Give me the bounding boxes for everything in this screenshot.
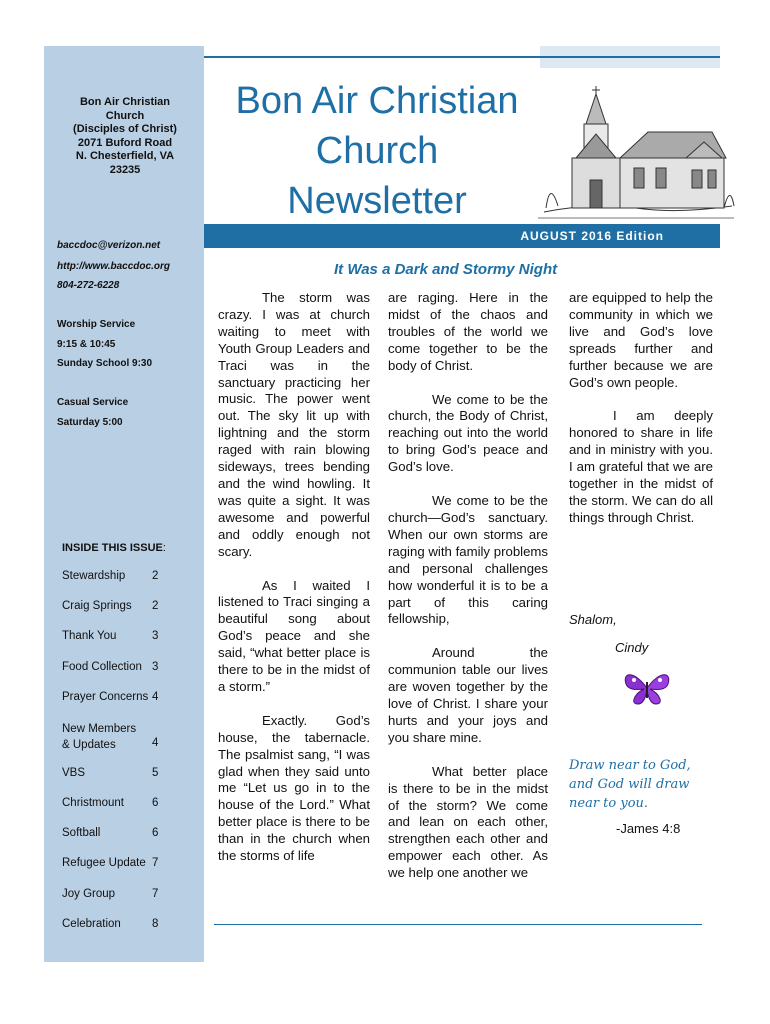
toc-item-name: Refugee Update (62, 857, 146, 869)
address-line: Church (105, 109, 145, 122)
toc-item-name: Celebration (62, 918, 121, 930)
address-line: 2071 Buford Road (77, 136, 173, 149)
church-illustration (536, 84, 736, 224)
toc-item-name: VBS (62, 767, 86, 779)
paragraph: I am deeply honored to share in life and in ministry with you. I am grateful that we are together in the midst of the storm. We can do all things through Christ. (569, 408, 713, 525)
newsletter-title (212, 76, 542, 226)
paragraph: are raging. Here in the midst of the chaos and troubles of the world we come together to be the body of Christ. (388, 290, 548, 373)
toc-item-name (62, 721, 136, 753)
paragraph: are equipped to help the community in which we live and God’s love spreads further and further because we are God’s own people. (569, 290, 713, 390)
toc-item-name: Joy Group (62, 888, 116, 900)
address-line: N. Chesterfield, VA (75, 150, 175, 162)
title-line: Bon Air Christian (235, 80, 519, 122)
scripture-verse: Draw near to God, and God will draw near to you. (569, 758, 691, 811)
website-link[interactable]: http://www.baccdoc.org (57, 261, 170, 272)
address-line: 23235 (109, 163, 141, 176)
sidebar-panel (44, 46, 204, 962)
footer-rule (214, 924, 702, 925)
toc-item-name: Softball (62, 827, 101, 839)
header-rule (204, 56, 720, 58)
paragraph: The storm was crazy. I was at church waiting to meet with Youth Group Leaders and Traci was in the sanctuary practicing her music. The power went out. The sky lit up with lightning and the storm raged with rain blowing sideways, trees bending and the wind howling. It was quite a sight. It was awesome and powerful and oddly enough not scary. (218, 290, 370, 559)
address-line: Bon Air Christian (79, 96, 171, 108)
verse-reference: -James 4:8 (616, 821, 681, 836)
title-line: Newsletter (287, 180, 467, 222)
toc-item-page: 4 (152, 691, 159, 703)
paragraph: Exactly. God’s house, the tabernacle. The psalmist sang, “I was glad when they said unto me “Let us go in to the house of the Lord.” What better place is there to be than in the church when the storms of life (218, 712, 370, 864)
article-column-3 (569, 290, 713, 527)
paragraph: We come to be the church, the Body of Christ, reaching out into the world to bring God’s peace and God’s love. (388, 391, 548, 475)
sunday-school: Sunday School 9:30 (57, 358, 153, 369)
address-line: (Disciples of Christ) (73, 123, 177, 135)
worship-label: Worship Service (57, 319, 136, 330)
toc-item-page: 3 (152, 630, 159, 642)
toc-item-page: 2 (152, 600, 159, 612)
article-column-1 (218, 290, 370, 865)
toc-item-name-line: New Members (62, 723, 137, 735)
paragraph: Around the communion table our lives are woven together by the love of Christ. I share your hurts and your joys and you share mine. (388, 645, 548, 745)
worship-times: 9:15 & 10:45 (57, 339, 116, 350)
signature: Cindy (615, 640, 649, 655)
church-address (54, 96, 196, 177)
toc-item-page: 6 (152, 797, 159, 809)
casual-time: Saturday 5:00 (57, 417, 123, 428)
phone-number: 804-272-6228 (57, 280, 120, 291)
toc-item-name: Food Collection (62, 661, 142, 673)
toc-item-page: 6 (152, 827, 159, 839)
toc-item-name-line: & Updates (62, 739, 116, 751)
toc-item-page: 8 (152, 918, 159, 930)
article-column-2 (388, 290, 548, 882)
butterfly-icon (620, 668, 674, 708)
title-line: Church (315, 130, 439, 172)
casual-label: Casual Service (57, 397, 129, 408)
article-title: It Was a Dark and Stormy Night (334, 261, 558, 278)
email-link[interactable]: baccdoc@verizon.net (57, 240, 161, 251)
toc-item-page: 7 (152, 888, 159, 900)
toc-item-name: Craig Springs (62, 600, 132, 612)
toc-item-page: 3 (152, 661, 159, 673)
toc-item-name: Thank You (62, 630, 117, 642)
toc-item-name: Prayer Concerns (62, 691, 149, 703)
toc-item-page: 5 (152, 767, 159, 779)
inside-issue-heading: INSIDE THIS ISSUE: (62, 542, 166, 554)
paragraph: As I waited I listened to Traci singing a beautiful song about God’s peace and she said, “what better place is there to be in the midst of a storm.” (218, 577, 370, 694)
toc-item-name: Stewardship (62, 570, 126, 582)
paragraph: What better place is there to be in the midst of the storm? We come and lean on each other, strengthen each other and empower each other. As we help one another we (388, 763, 548, 881)
toc-item-page: 2 (152, 570, 159, 582)
edition-banner: AUGUST 2016 Edition (204, 224, 720, 248)
paragraph: We come to be the church—God’s sanctuary. When our own storms are raging with family problems and personal challenges how wonderful it is to be a part of this caring fellowship, (388, 493, 548, 627)
closing: Shalom, (569, 612, 617, 627)
toc-item-name: Christmount (62, 797, 124, 809)
toc-item-page: 4 (152, 737, 159, 749)
toc-item-page: 7 (152, 857, 159, 869)
